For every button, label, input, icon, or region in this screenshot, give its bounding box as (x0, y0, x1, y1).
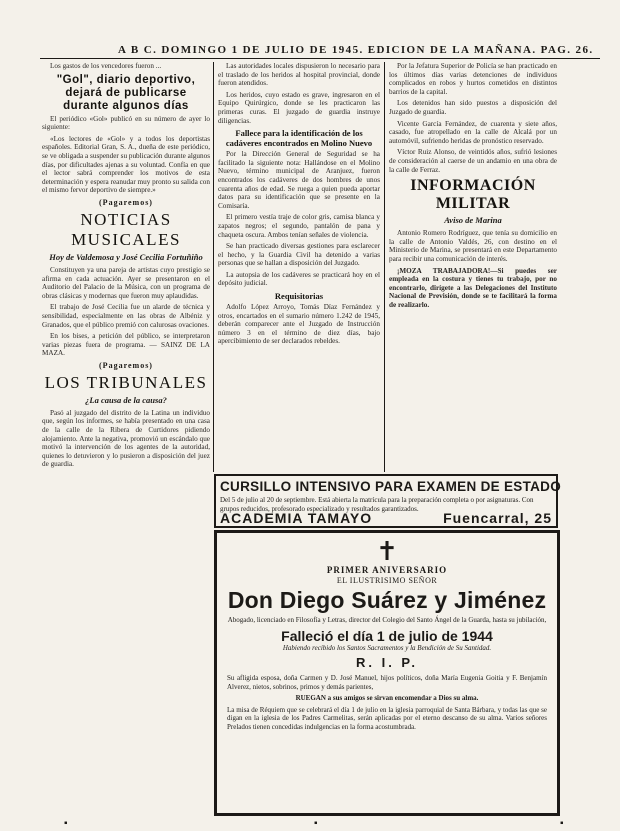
musicales-paragraph-2: El trabajo de José Cecilia fue un alarde de técnica y sensibilidad, especialmente en las obras de Albéniz y Granados, que el público premió con calurosas ovaciones. (42, 303, 210, 329)
col3-paragraph-1: Por la Jefatura Superior de Policía se han practicado en los últimos días varias detenciones de individuos complicados en robos y hurtos cometidos en distintos barrios de la capital. (389, 62, 557, 96)
musicales-paragraph-3: En los bises, a petición del público, se interpretaron varias piezas fuera de programa. — SAINZ DE LA MAZA. (42, 332, 210, 358)
gol-paragraph-1: El periódico «Gol» publicó en su número de ayer lo siguiente: (42, 114, 210, 132)
death-date: Falleció el día 1 de julio de 1944 (281, 627, 493, 644)
ad-academy-name: ACADEMIA TAMAYO (220, 510, 373, 526)
family-line: Su afligida esposa, doña Carmen y D. José Manuel, hijos políticos, doña María Eugenia Goitia y F. Benjamín Alverez, nietos, sobrinos, primos y demás parientes, (227, 674, 547, 691)
col3-paragraph-5: Antonio Romero Rodríguez, que tenía su domicilio en la calle de Antonio Valdés, 26, con destino en el Ministerio de Marina, se presentará en este Departamento para recibir una comunicación de interés. (389, 229, 557, 263)
bottom-mark-right: ▪ (560, 818, 564, 829)
sacraments-line: Habiendo recibido los Santos Sacramentos y la Bendición de Su Santidad. (282, 643, 492, 652)
col2-paragraph-3: Por la Dirección General de Seguridad se ha facilitado la siguiente nota: Hallándose en el Molino Nuevo, término municipal de Aranjuez, fueron encontrados los cadáveres de dos hombres de unos cuarenta años de edad. Se ruega a quien pueda aportar datos para su identificación que se presente en la Comisaría. (218, 150, 380, 210)
rip-label: R. I. P. (355, 655, 419, 670)
separator-ornament: (Pagaremos) (99, 197, 153, 207)
cross-icon: ✝ (376, 537, 398, 566)
col3-paragraph-6: ¡MOZA TRABAJADORA!—Si puedes ser empleada en la costura y tienes tu trabajo, por no encontrarlo, dirígete a las Delegaciones del Instituto Nacional de Previsión, donde se te facilitará la forma de realizarlo. (389, 266, 557, 309)
col2-paragraph-1: Las autoridades locales dispusieron lo necesario para el traslado de los heridos al hospital provincial, donde fueron atendidos. (218, 62, 380, 88)
gol-headline: "Gol", diario deportivo, dejará de publicarse durante algunos días (56, 73, 196, 112)
deceased-description: Abogado, licenciado en Filosofía y Letras, director del Colegio del Santo Ángel de la Guarda, hasta su jubilación, (227, 616, 547, 624)
bottom-mark-left: ▪ (64, 818, 68, 829)
musicales-subhead: Hoy de Valdemosa y José Cecilia Fortuñiño (49, 251, 203, 262)
ad-text: Del 5 de julio al 20 de septiembre. Está abierta la matrícula para la preparación completa o por asignaturas. Con grupos reducidos, profesorado especializado y resultados garantizados. (220, 496, 534, 513)
column-1 (42, 62, 210, 814)
col3-paragraph-3: Vicente García Fernández, de cuarenta y siete años, casado, fue atropellado en la calle de Alcalá por un automóvil, sufriendo heridas de pronóstico reservado. (389, 119, 557, 145)
col2-paragraph-6: La autopsia de los cadáveres se practicará hoy en el depósito judicial. (218, 270, 380, 288)
anniversary-label: PRIMER ANIVERSARIO (326, 565, 448, 575)
col2-paragraph-7: Adolfo López Arroyo, Tomás Díaz Fernández y otros, encartados en el sumario número 1.242 de 1945, deberán comparecer ante el Juzgado de Instrucción número 3 en el término de diez días, bajo apercibimiento de ser declarados rebeldes. (218, 303, 380, 346)
musicales-headline: NOTICIAS MUSICALES (71, 209, 181, 249)
tribunales-paragraph: Pasó al juzgado del distrito de la Latina un individuo que, según los informes, se había presentado en una casa de la calle de la Ribera de Curtidores pidiendo alojamiento. Ante la negativa, promovió un escándalo que motivó la intervención de los agentes de la autoridad, quienes lo detuvieron y lo pusieron a disposición del juez de guardia. (42, 408, 210, 469)
header-rule (40, 58, 600, 59)
honorific-label: EL ILUSTRISIMO SEÑOR (336, 576, 438, 585)
column-rule-2 (384, 62, 385, 472)
col2-paragraph-4: El primero vestía traje de color gris, camisa blanca y zapatos negros; el segundo, pantalón de pana y chaqueta oscura. Ambos tenían señales de violencia. (218, 213, 380, 239)
ad-title: CURSILLO INTENSIVO PARA EXAMEN DE ESTADO (220, 479, 562, 494)
column-3 (389, 62, 557, 470)
deceased-name: Don Diego Suárez y Jiménez (227, 587, 547, 613)
col2-paragraph-5: Se han practicado diversas gestiones para esclarecer el hecho, y la Guardia Civil ha detenido a varias personas que se hallan a disposición del Juzgado. (218, 242, 380, 268)
gol-paragraph-2: «Los lectores de «Gol» y a todos los deportistas españoles. Editorial Gran, S. A., dueña de este periódico, se ve obligada a suspender su publicación durante algunos días, por dificultades ajenas a su voluntad. Confía en que el lector sabrá comprender los motivos de esta determinación y espera reanudar muy pronto su salida con el mismo fervor deportivo de siempre.» (42, 134, 210, 195)
request-line: RUEGAN a sus amigos se sirvan encomendar a Dios su alma. (295, 694, 479, 702)
ad-address: Fuencarral, 25 (443, 510, 552, 526)
separator-ornament-2: (Pagaremos) (99, 360, 153, 370)
masses-line: La misa de Réquiem que se celebrará el día 1 de julio en la iglesia parroquial de Santa Bárbara, y todas las que se digan en la iglesia de los Padres Carmelitas, serán aplicadas por el eterno descanso de su alma. Varios señores Prelados tienen concedidas indulgencias en la forma acostumbrada. (227, 705, 547, 731)
col3-paragraph-2: Los detenidos han sido puestos a disposición del Juzgado de guardia. (389, 99, 557, 116)
militar-subhead: Aviso de Marina (444, 215, 502, 226)
column-rule-1 (213, 62, 214, 472)
col3-paragraph-4: Víctor Ruiz Alonso, de veintidós años, sufrió lesiones de consideración al caerse de un andamio en una obra de la calle de Ferraz. (389, 148, 557, 174)
col1-intro-paragraph: Los gastos de los vencedores fueron ... (50, 62, 162, 70)
molino-headline: Fallece para la identificación de los cadáveres encontrados en Molino Nuevo (225, 128, 373, 149)
column-2 (218, 62, 380, 470)
bottom-mark-center: ▪ (314, 818, 318, 829)
tribunales-subhead: ¿La causa de la causa? (85, 394, 167, 405)
page-folio: A B C. DOMINGO 1 DE JULIO DE 1945. EDICION DE LA MAÑANA. PAG. 26. (118, 44, 594, 56)
academia-ad (214, 474, 562, 528)
obituary-box (214, 530, 560, 816)
militar-headline: INFORMACIÓN MILITAR (410, 177, 536, 213)
tribunales-headline: LOS TRIBUNALES (44, 372, 208, 392)
requisitorias-headline: Requisitorias (274, 291, 324, 302)
col2-paragraph-2: Los heridos, cuyo estado es grave, ingresaron en el Equipo Quirúrgico, donde se les practicaron las primeras curas. El juzgado de guardia instruye diligencias. (218, 90, 380, 125)
musicales-paragraph-1: Constituyen ya una pareja de artistas cuyo prestigio se afirma en cada actuación. Ayer se presentaron en el Auditorio del Palacio de la Música, con un programa de obras clásicas y modernas que fueron muy aplaudidas. (42, 265, 210, 300)
